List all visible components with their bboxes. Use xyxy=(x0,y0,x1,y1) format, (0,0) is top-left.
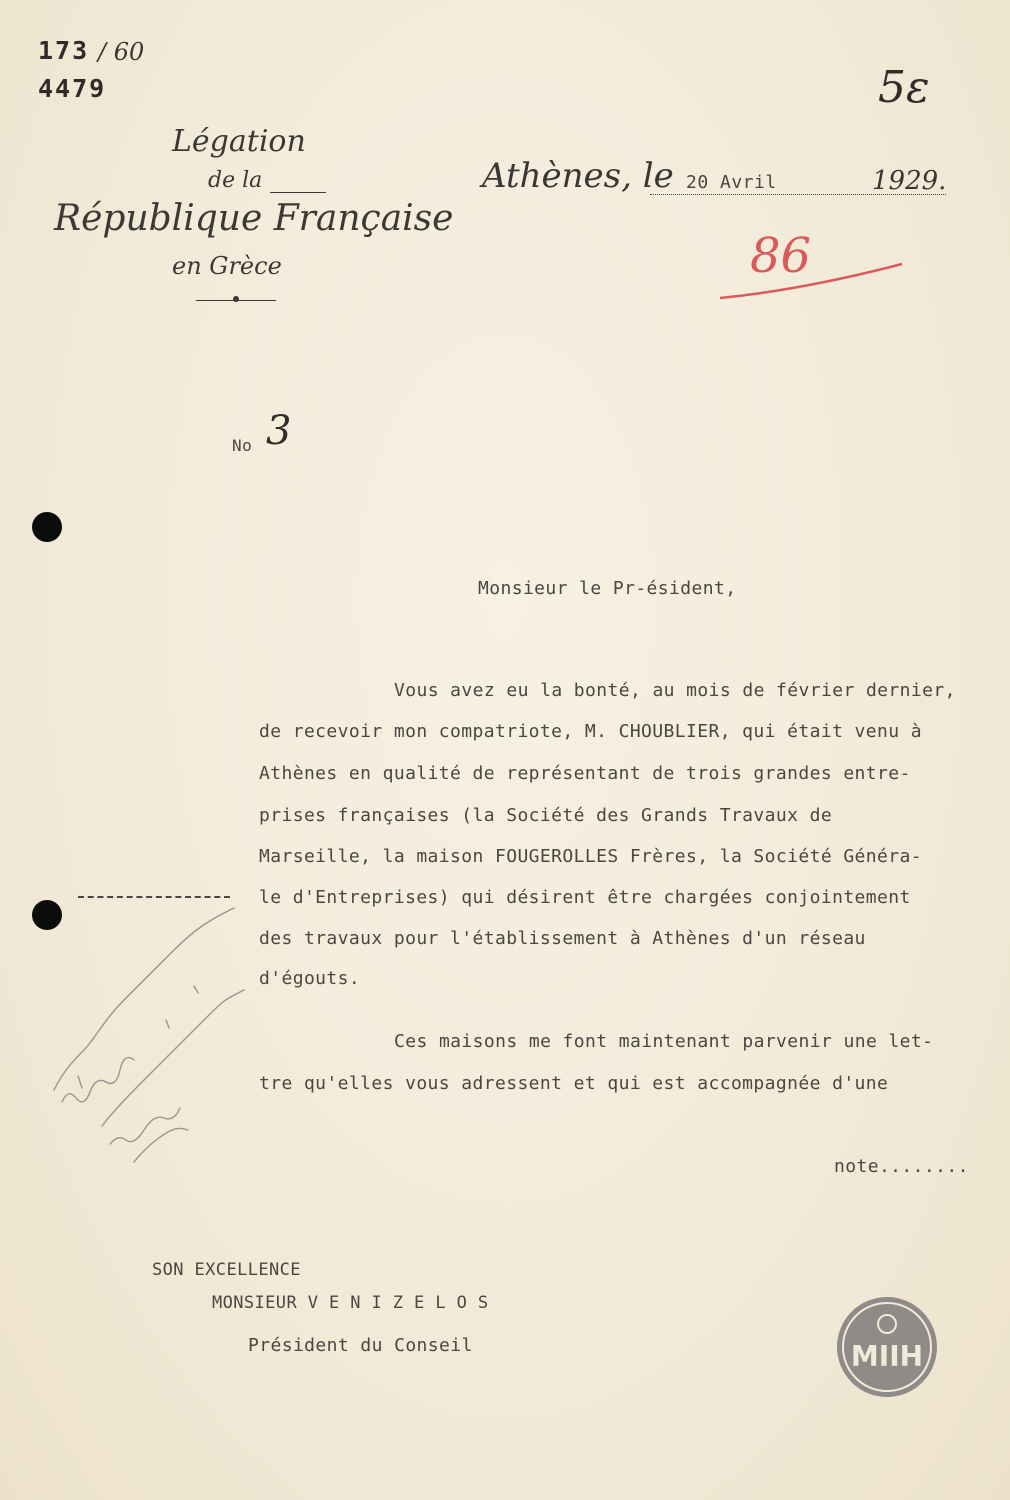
dateline-year: 1929. xyxy=(872,166,947,196)
letterhead-legation: Légation xyxy=(172,124,306,159)
corner-hand-mark: 5ε xyxy=(878,62,930,113)
red-pencil-stroke xyxy=(712,256,912,306)
reference-prefix: No xyxy=(232,436,253,455)
paragraph1-line2: de recevoir mon compatriote, M. CHOUBLIER, qui était venu à xyxy=(259,721,922,742)
paragraph1-line7: des travaux pour l'établissement à Athènes d'un réseau xyxy=(259,928,866,949)
letterhead-republique: République Française xyxy=(54,198,454,239)
letterhead-flourish xyxy=(270,192,326,193)
punch-hole-upper xyxy=(32,512,62,542)
archive-stamp-text: ΜΙΙΗ xyxy=(850,1340,924,1373)
reference-number: 3 xyxy=(266,408,292,454)
dateline-place: Athènes, le xyxy=(482,156,674,196)
addressee-line2: MONSIEUR V E N I Z E L O S xyxy=(212,1293,489,1313)
dateline-day-month: 20 Avril xyxy=(686,172,777,193)
letterhead-rule-dot xyxy=(233,296,239,302)
continuation-word: note........ xyxy=(834,1156,969,1177)
dateline-underline xyxy=(650,194,946,195)
paragraph1-line1: Vous avez eu la bonté, au mois de février dernier, xyxy=(394,680,956,701)
letterhead-en-grece: en Grèce xyxy=(172,252,282,280)
paragraph2-line2: tre qu'elles vous adressent et qui est accompagnée d'une xyxy=(259,1073,889,1094)
marginal-handwriting-scribble xyxy=(44,900,264,1180)
paragraph2-line1: Ces maisons me font maintenant parvenir une let- xyxy=(394,1031,934,1052)
archive-stamp xyxy=(834,1294,940,1400)
addressee-line1: SON EXCELLENCE xyxy=(152,1260,301,1280)
addressee-line3: Président du Conseil xyxy=(248,1335,473,1356)
salutation: Monsieur le Pr-ésident, xyxy=(478,578,737,599)
margin-dashes xyxy=(78,896,230,898)
paragraph1-line4: prises françaises (la Société des Grands Travaux de xyxy=(259,805,833,826)
archive-number-top: 173 xyxy=(38,36,90,65)
red-pencil-number: 86 xyxy=(750,228,812,284)
archive-number-top-hand: / 60 xyxy=(98,38,145,66)
paragraph1-line5: Marseille, la maison FOUGEROLLES Frères, la Société Généra- xyxy=(259,846,922,867)
paragraph1-line8: d'égouts. xyxy=(259,968,361,989)
paragraph1-line6: le d'Entreprises) qui désirent être chargées conjointement xyxy=(259,887,911,908)
paragraph1-line3: Athènes en qualité de représentant de trois grandes entre- xyxy=(259,763,911,784)
letterhead-de-la: de la xyxy=(208,168,263,193)
archive-number-bottom: 4479 xyxy=(38,74,107,103)
